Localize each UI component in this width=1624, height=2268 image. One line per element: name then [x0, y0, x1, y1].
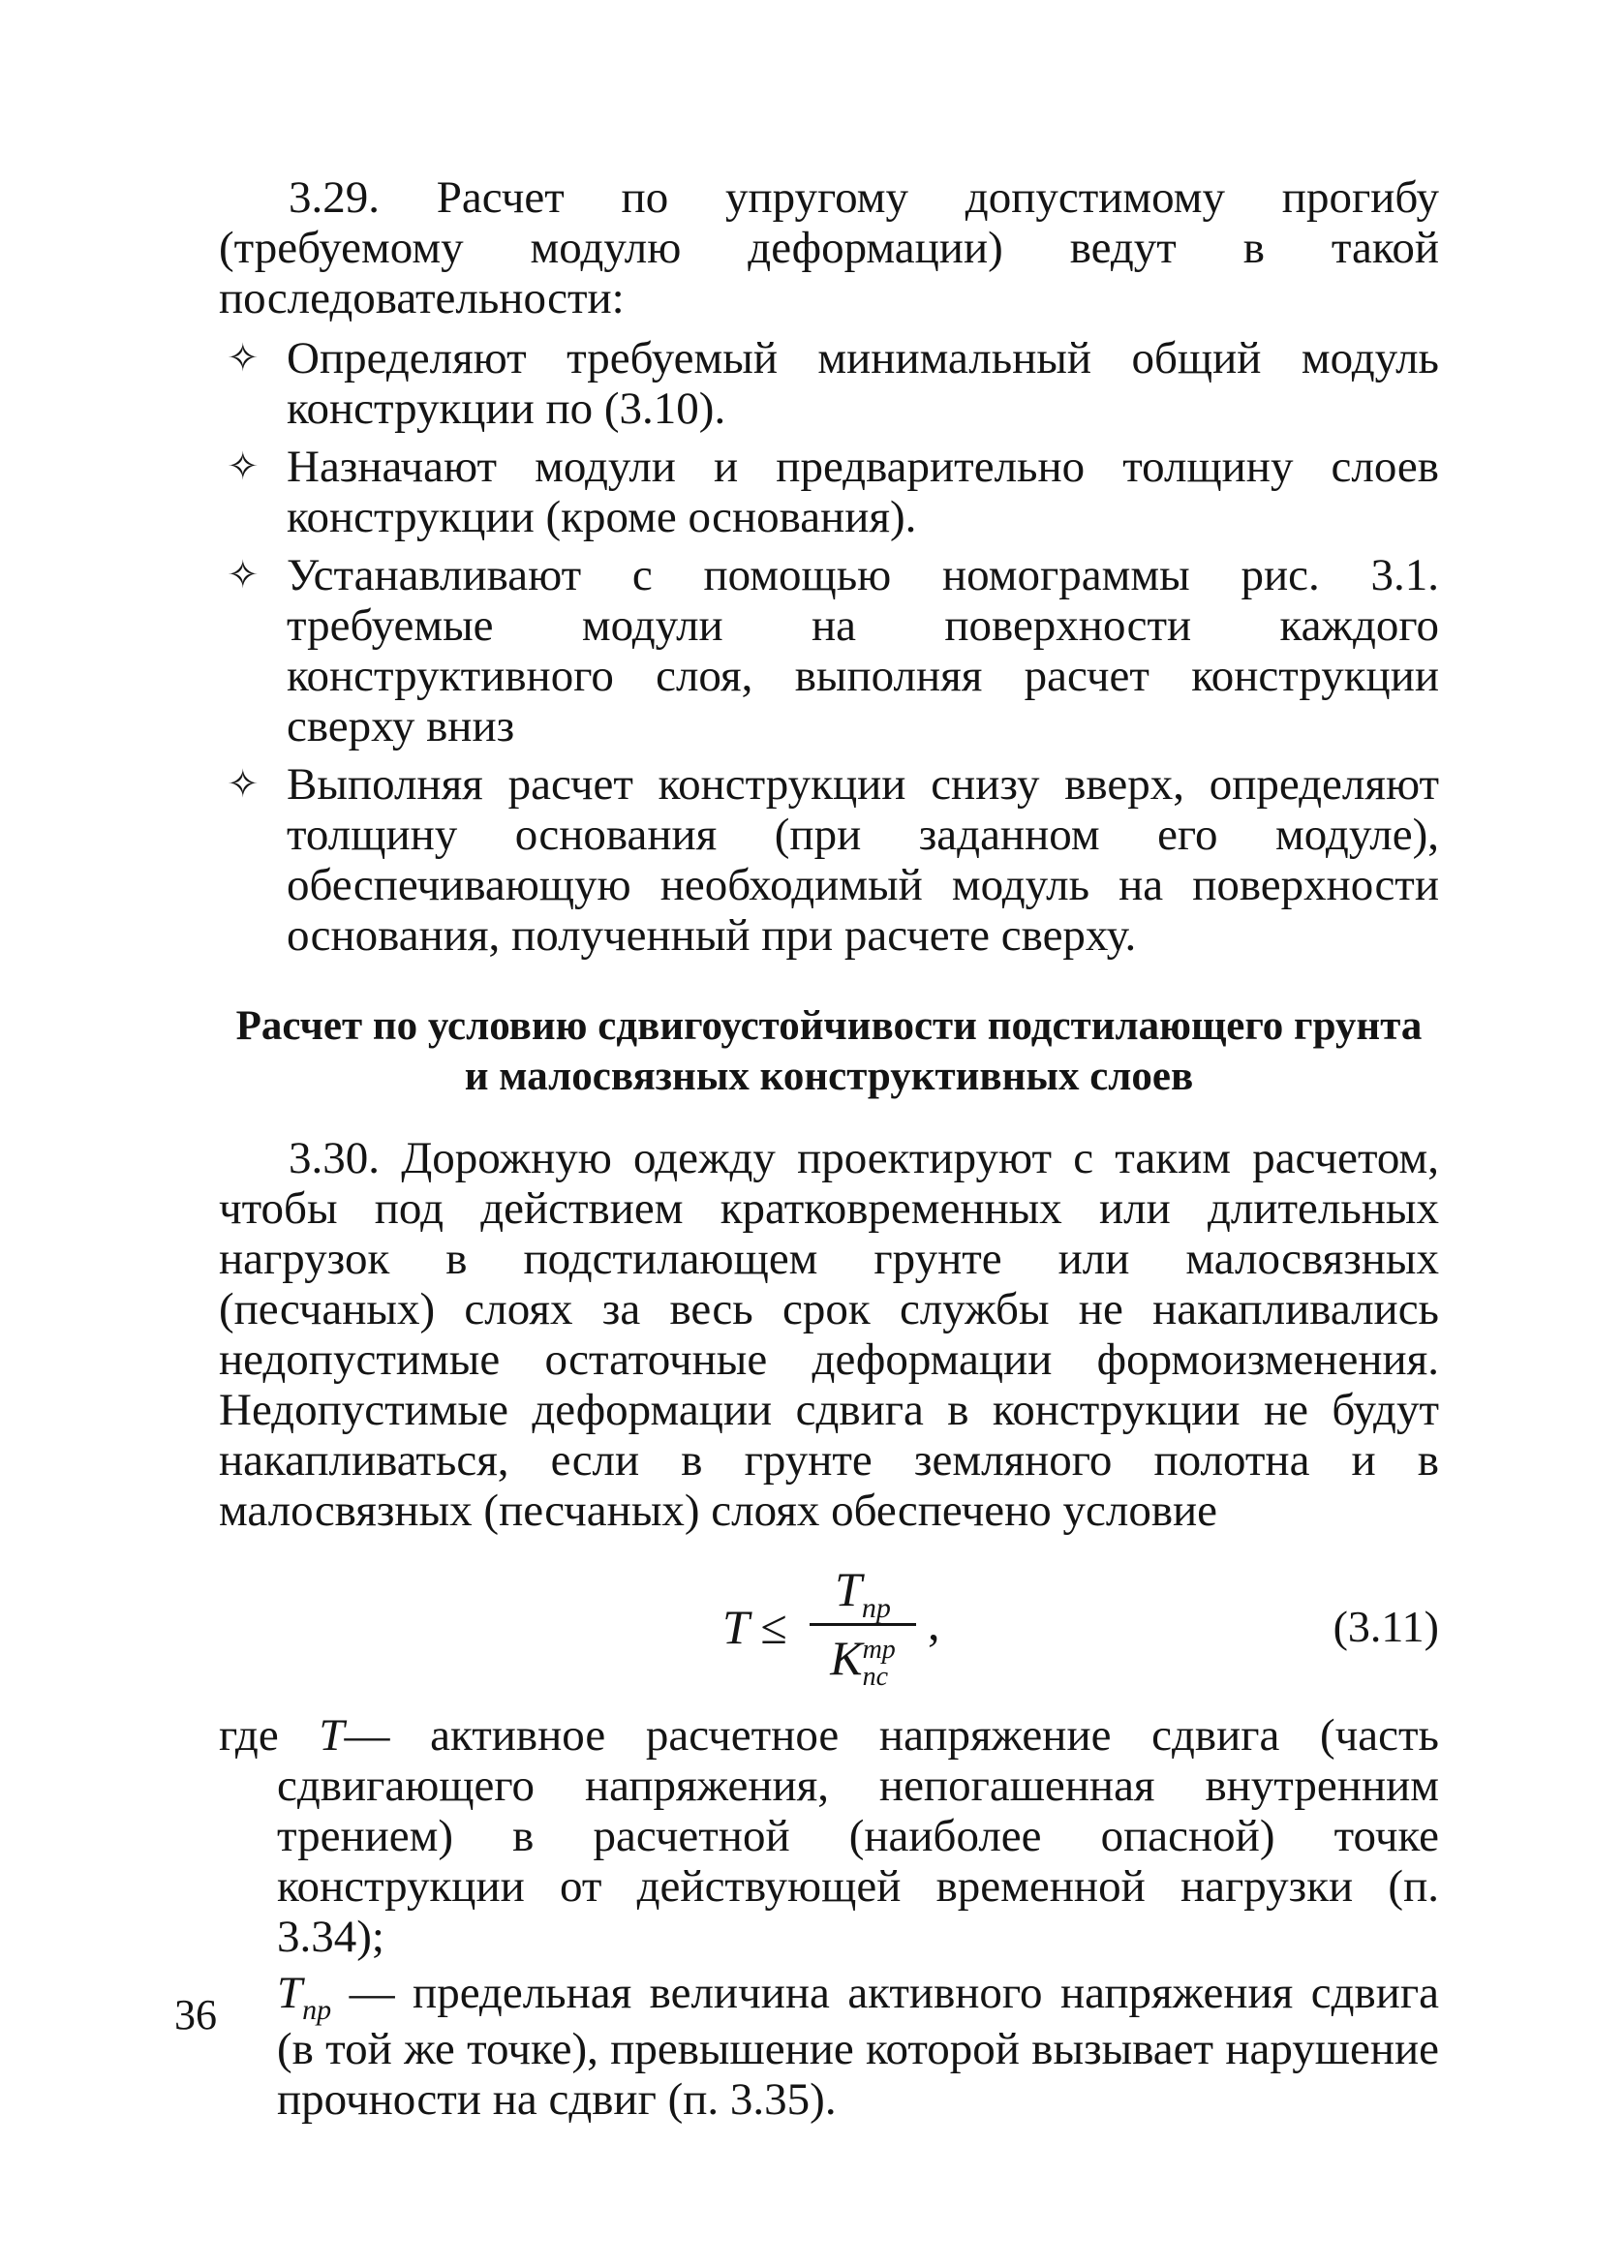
formula-numerator: $T_{пр}$: [835, 1562, 891, 1624]
heading-line-1: Расчет по условию сдвигоустойчивости подстилающего грунта: [235, 1003, 1423, 1049]
definition-t: где T— активное расчетное напряжение сдвига (часть сдвигающего напряжения, непогашенная внутренним трением) в расчетной (наиболее опасной) точке конструкции от действующей временной нагрузки (п. 3.34);: [219, 1710, 1439, 1962]
page-number: 36: [174, 1991, 217, 2038]
bullet-text-2: Назначают модули и предварительно толщину слоев конструкции (кроме основания).: [287, 442, 1439, 542]
bullet-item-4: [219, 759, 1439, 961]
section-heading: [219, 1001, 1439, 1102]
formula-comma: ,: [928, 1596, 940, 1650]
equation-number: (3.11): [1333, 1602, 1439, 1651]
definition-t-pr: $T_{пр}$ — предельная величина активного напряжения сдвига (в той же точке), превышение которой вызывает нарушение прочности на сдвиг (п. 3.35).: [277, 1968, 1439, 2125]
bullet-text-4: Выполняя расчет конструкции снизу вверх, определяют толщину основания (при заданном его модуле), обеспечивающую необходимый модуль на поверхности основания, полученный при расчете сверху.: [287, 759, 1439, 961]
formula-denominator: K тр пс: [830, 1631, 896, 1692]
bullet-item-2: [219, 442, 1439, 542]
definitions: [219, 1710, 1439, 2125]
bullet-text-3: Устанавливают с помощью номограммы рис. 3.1. требуемые модули на поверхности каждого конструктивного слоя, выполняя расчет конструкции сверху вниз: [287, 550, 1439, 751]
paragraph-3-29-intro: 3.29. Расчет по упругому допустимому прогибу (требуемому модулю деформации) ведут в такой последовательности:: [219, 172, 1439, 323]
bullet-text-1: Определяют требуемый минимальный общий модуль конструкции по (3.10).: [287, 333, 1439, 434]
paragraph-3-30: 3.30. Дорожную одежду проектируют с таким расчетом, чтобы под действием кратковременных или длительных нагрузок в подстилающем грунте или малосвязных (песчаных) слоях за весь срок службы не накапливались недопустимые остаточные деформации формоизменения. Недопустимые деформации сдвига в конструкции не будут накапливаться, если в грунте земляного полотна и в малосвязных (песчаных) слоях обеспечено условие: [219, 1133, 1439, 1536]
four-point-star-icon: ✧: [227, 553, 260, 598]
main-text: [219, 172, 1439, 2130]
bullet-list: [219, 333, 1439, 961]
four-point-star-icon: ✧: [227, 444, 260, 489]
heading-line-2: и малосвязных конструктивных слоев: [464, 1054, 1194, 1099]
four-point-star-icon: ✧: [227, 762, 260, 807]
four-point-star-icon: ✧: [227, 336, 260, 381]
formula-lhs: T ≤: [722, 1600, 787, 1654]
bullet-item-1: [219, 333, 1439, 434]
bullet-item-3: [219, 550, 1439, 751]
formula-3-11: [219, 1551, 1439, 1697]
formula-fraction: [810, 1559, 916, 1692]
